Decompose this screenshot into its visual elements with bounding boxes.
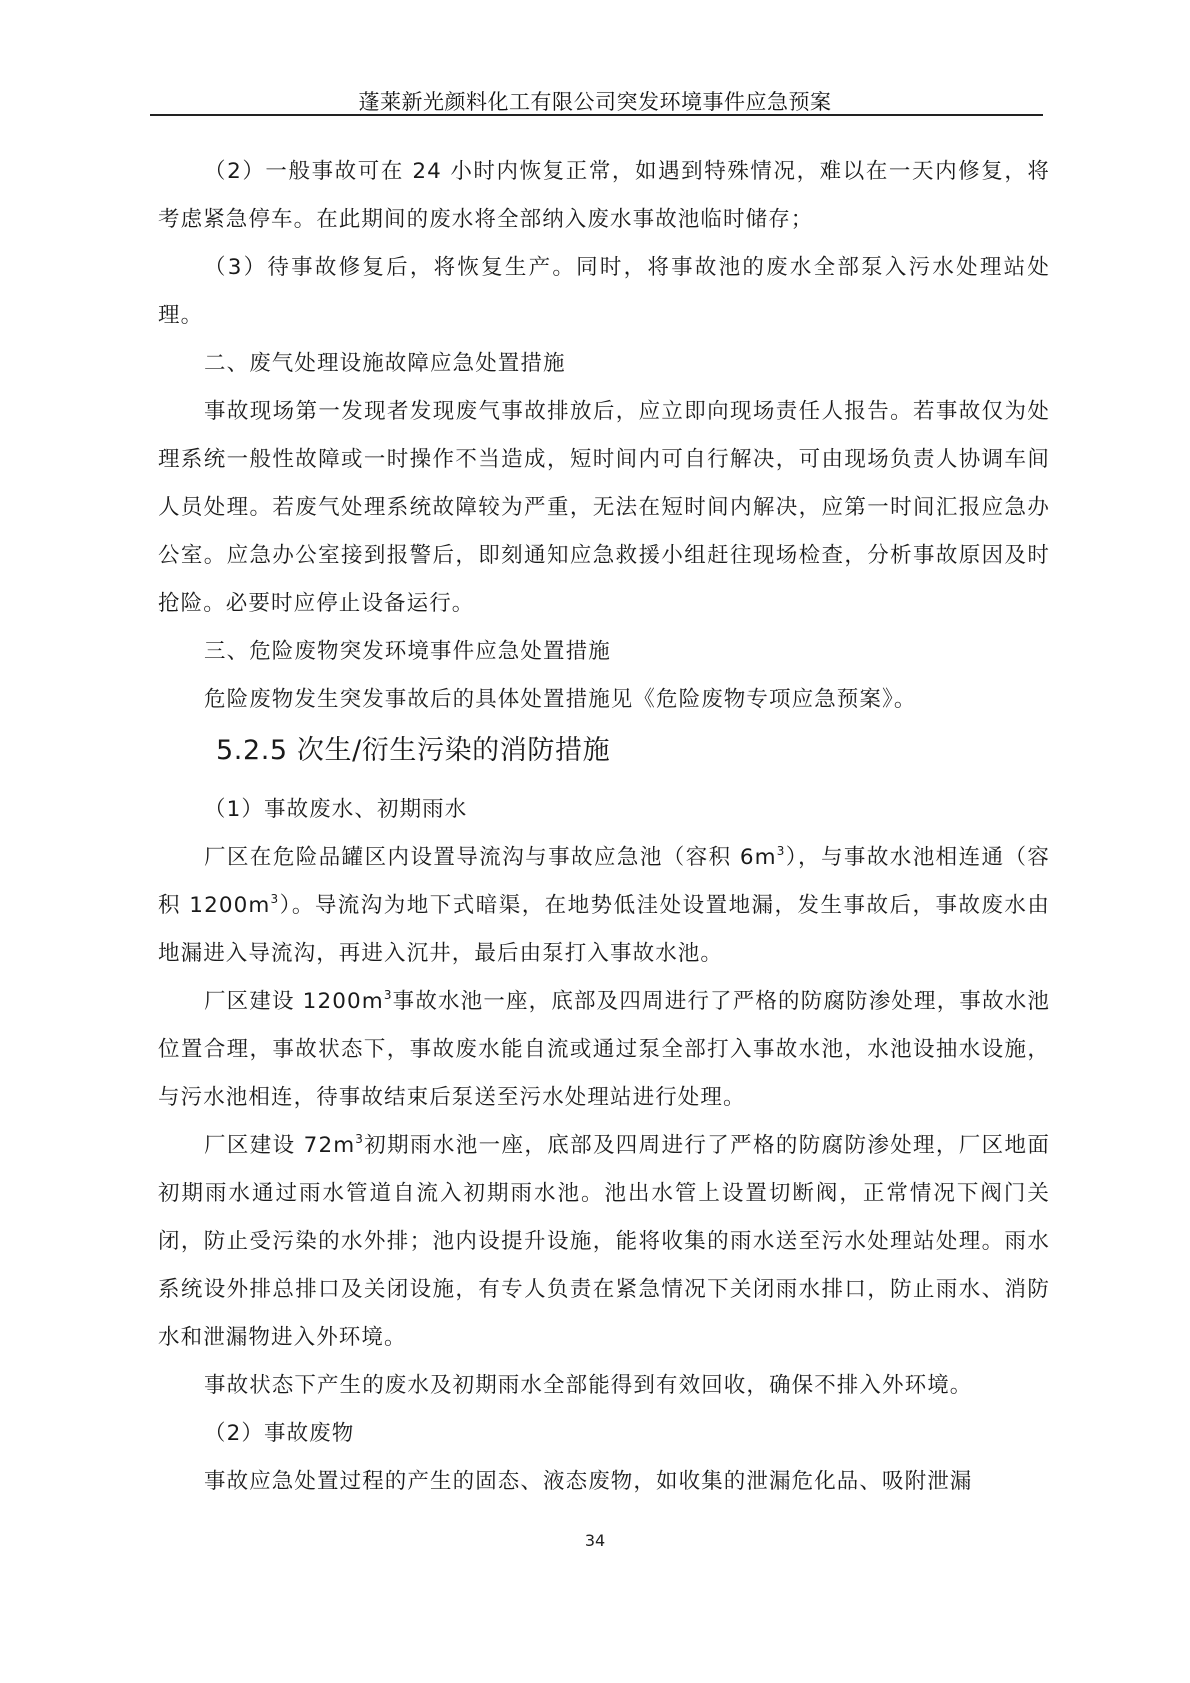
page-number: 34 xyxy=(584,1531,606,1550)
paragraph-effective-recovery: 事故状态下产生的废水及初期雨水全部能得到有效回收，确保不排入外环境。 xyxy=(204,1373,973,1398)
subheading-waste-gas: 二、废气处理设施故障应急处置措施 xyxy=(204,351,566,376)
paragraph-accident-waste: 事故应急处置过程的产生的固态、液态废物，如收集的泄漏危化品、吸附泄漏 xyxy=(204,1469,973,1494)
text-fragment: 事故水池一座，底部及四周进行了严格的防腐防渗处理，事故水池位置合理，事故状态下，事故废水能自流或通过泵全部打入事故水池，水池设抽水设施，与污水池相连，待事故结束后泵送至污水处理站进行处理。 xyxy=(158,989,1050,1110)
superscript: 3 xyxy=(383,988,393,1002)
text-fragment: 厂区在危险品罐区内设置导流沟与事故应急池（容积 6m xyxy=(204,845,777,870)
text-fragment: ）。导流沟为地下式暗渠，在地势低洼处设置地漏，发生事故后，事故废水由地漏进入导流沟，再进入沉井，最后由泵打入事故水池。 xyxy=(158,893,1050,966)
text-fragment: 初期雨水池一座，底部及四周进行了严格的防腐防渗处理，厂区地面初期雨水通过雨水管道自流入初期雨水池。池出水管上设置切断阀，正常情况下阀门关闭，防止受污染的水外排；池内设提升设施，能将收集的雨水送至污水处理站处理。雨水系统设外排总排口及关闭设施，有专人负责在紧急情况下关闭雨水排口，防止雨水、消防水和泄漏物进入外环境。 xyxy=(158,1133,1050,1350)
subheading-accident-waste: （2）事故废物 xyxy=(204,1421,355,1446)
paragraph-rainwater-pool xyxy=(158,1122,1050,1362)
paragraph-general-accident: （2）一般事故可在 24 小时内恢复正常，如遇到特殊情况，难以在一天内修复，将考虑紧急停车。在此期间的废水将全部纳入废水事故池临时储存； xyxy=(158,159,1050,232)
paragraph-accident-pool xyxy=(158,978,1050,1122)
text-fragment: ），与事故水池相连通（容积 1200m xyxy=(158,845,1050,918)
paragraph-after-repair: （3）待事故修复后，将恢复生产。同时，将事故池的废水全部泵入污水处理站处理。 xyxy=(158,255,1050,328)
header-title: 蓬莱新光颜料化工有限公司突发环境事件应急预案 xyxy=(358,90,832,114)
superscript: 3 xyxy=(270,892,280,906)
paragraph-waste-gas-response: 事故现场第一发现者发现废气事故排放后，应立即向现场责任人报告。若事故仅为处理系统一般性故障或一时操作不当造成，短时间内可自行解决，可由现场负责人协调车间人员处理。若废气处理系统故障较为严重，无法在短时间内解决，应第一时间汇报应急办公室。应急办公室接到报警后，即刻通知应急救援小组赶往现场检查，分析事故原因及时抢险。必要时应停止设备运行。 xyxy=(158,399,1050,616)
subheading-hazardous-waste: 三、危险废物突发环境事件应急处置措施 xyxy=(204,639,611,664)
paragraph-diversion-ditch xyxy=(158,834,1050,978)
superscript: 3 xyxy=(355,1132,365,1146)
superscript: 3 xyxy=(776,844,786,858)
text-fragment: 厂区建设 1200m xyxy=(204,989,384,1014)
header-divider xyxy=(150,114,1043,116)
section-heading: 5.2.5 次生/衍生污染的消防措施 xyxy=(216,735,611,766)
text-fragment: 厂区建设 72m xyxy=(204,1133,356,1158)
paragraph-hazardous-waste: 危险废物发生突发事故后的具体处置措施见《危险废物专项应急预案》。 xyxy=(204,687,917,712)
body-text xyxy=(158,148,1050,1506)
subheading-accident-wastewater: （1）事故废水、初期雨水 xyxy=(204,797,468,822)
